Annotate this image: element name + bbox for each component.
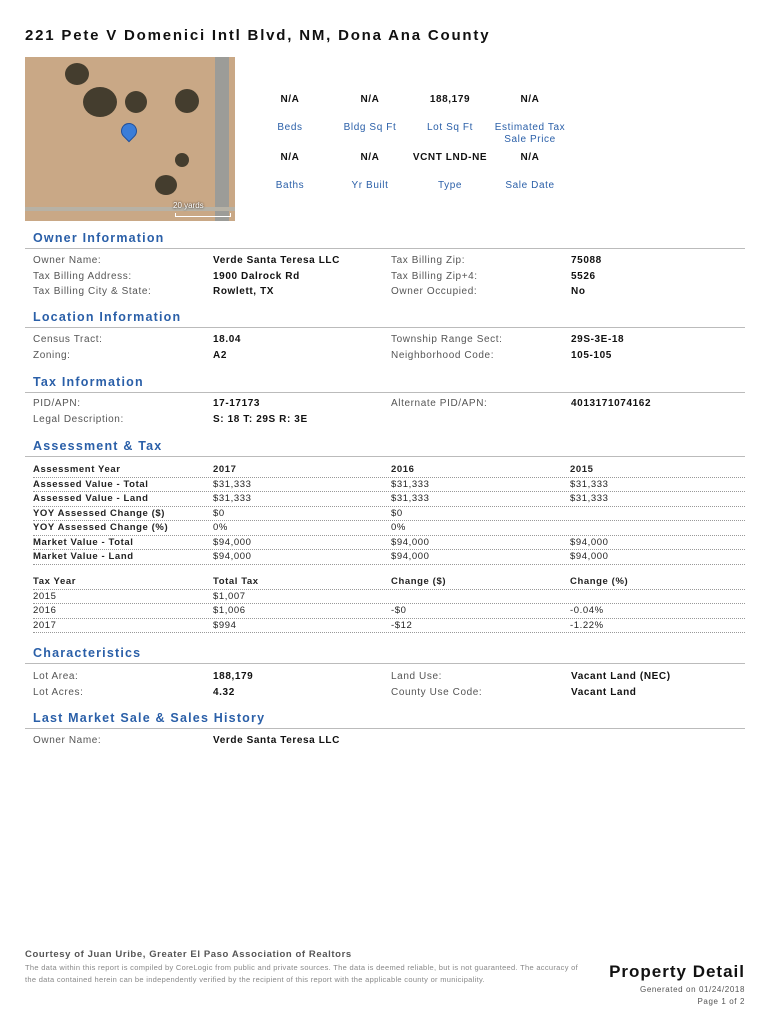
table-cell: 2015	[33, 590, 57, 602]
table-cell: YOY Assessed Change ($)	[33, 507, 166, 519]
table-cell: $994	[213, 619, 237, 631]
assessment-tax-heading: Assessment & Tax	[33, 439, 163, 453]
stat-item	[250, 152, 330, 192]
tree-shape	[83, 87, 117, 117]
field-label: Neighborhood Code:	[391, 349, 495, 361]
field-value: S: 18 T: 29S R: 3E	[213, 413, 308, 425]
stat-label: Type	[437, 180, 463, 191]
location-information-heading: Location Information	[33, 310, 182, 324]
stat-label: Lot Sq Ft	[427, 122, 473, 133]
table-cell: $94,000	[391, 536, 430, 548]
table-cell: $31,333	[570, 478, 609, 490]
stat-item	[410, 94, 490, 134]
field-value: 4.32	[213, 686, 235, 698]
field-value: 75088	[571, 255, 602, 266]
field-label: Census Tract:	[33, 334, 103, 345]
divider	[25, 663, 745, 664]
field-value: A2	[213, 349, 227, 361]
field-value: 29S-3E-18	[571, 334, 625, 345]
table-cell: $0	[391, 507, 403, 519]
page-number: Page 1 of 2	[697, 997, 745, 1006]
divider	[25, 327, 745, 328]
characteristics-heading: Characteristics	[33, 646, 142, 660]
field-label: PID/APN:	[33, 398, 81, 409]
field-label: Tax Billing Zip:	[391, 255, 466, 266]
field-label: Lot Acres:	[33, 686, 84, 698]
field-value: Verde Santa Teresa LLC	[213, 255, 340, 266]
table-row	[33, 575, 745, 590]
table-cell: 2015	[570, 464, 594, 475]
table-cell: Assessed Value - Total	[33, 478, 149, 490]
table-row	[33, 604, 745, 619]
stat-item	[330, 152, 410, 192]
table-cell: 2017	[213, 464, 237, 475]
tree-shape	[175, 89, 199, 113]
stat-value: 188,179	[429, 94, 471, 105]
generated-date: Generated on 01/24/2018	[640, 985, 745, 994]
table-cell: YOY Assessed Change (%)	[33, 522, 169, 533]
stat-label: Beds	[277, 122, 303, 133]
table-cell: $0	[213, 507, 225, 519]
field-label: Land Use:	[391, 671, 442, 682]
table-row	[33, 590, 745, 605]
table-cell: $94,000	[391, 551, 430, 562]
field-value: 18.04	[213, 334, 242, 345]
road	[215, 57, 229, 221]
table-cell: -1.22%	[570, 619, 604, 631]
stat-label: Bldg Sq Ft	[343, 122, 397, 133]
table-cell: $31,333	[213, 478, 252, 490]
divider	[25, 248, 745, 249]
stat-label: Estimated Tax Sale Price	[494, 122, 566, 145]
stat-item	[490, 152, 570, 192]
aerial-map[interactable]	[25, 57, 235, 221]
map-pin-icon[interactable]	[118, 120, 141, 143]
table-cell: $94,000	[213, 536, 252, 548]
field-label: Legal Description:	[33, 413, 124, 425]
table-cell: -$0	[391, 605, 407, 616]
field-value: Vacant Land	[571, 686, 637, 698]
owner-information-heading: Owner Information	[33, 231, 165, 245]
table-cell: $1,006	[213, 605, 246, 616]
field-value: Verde Santa Teresa LLC	[213, 735, 340, 746]
field-value: 105-105	[571, 349, 612, 361]
table-row	[33, 478, 745, 493]
table-cell: Assessed Value - Land	[33, 493, 149, 504]
table-row	[33, 536, 745, 551]
stat-value: VCNT LND-NE	[412, 152, 488, 163]
table-cell: $31,333	[213, 493, 252, 504]
stat-item	[250, 94, 330, 134]
table-cell: Market Value - Total	[33, 536, 134, 548]
stat-label: Sale Date	[505, 180, 555, 191]
stat-item	[410, 152, 490, 192]
stat-value: N/A	[360, 94, 380, 105]
table-row	[33, 619, 745, 634]
stat-value: N/A	[360, 152, 380, 163]
stat-label: Yr Built	[351, 180, 389, 191]
field-label: Alternate PID/APN:	[391, 398, 488, 409]
field-value: 4013171074162	[571, 398, 652, 409]
table-cell: 0%	[213, 522, 228, 533]
table-cell: $31,333	[570, 493, 609, 504]
field-label: Township Range Sect:	[391, 334, 503, 345]
report-meta	[640, 984, 745, 1008]
table-cell: $94,000	[213, 551, 252, 562]
table-cell: $31,333	[391, 493, 430, 504]
table-cell: $94,000	[570, 551, 609, 562]
field-label: Lot Area:	[33, 671, 79, 682]
field-value: 5526	[571, 270, 596, 282]
stat-value: N/A	[280, 94, 300, 105]
report-title: Property Detail	[609, 962, 745, 981]
map-scale-label: 20 yards	[173, 201, 204, 210]
divider	[25, 728, 745, 729]
table-cell: Change (%)	[570, 576, 629, 587]
table-cell: 0%	[391, 522, 406, 533]
field-label: Owner Name:	[33, 735, 102, 746]
table-row	[33, 550, 745, 565]
table-row	[33, 492, 745, 507]
field-value: 1900 Dalrock Rd	[213, 270, 300, 282]
field-value: No	[571, 286, 586, 297]
table-cell: -0.04%	[570, 605, 604, 616]
tax-information-heading: Tax Information	[33, 375, 144, 389]
table-cell: $1,007	[213, 590, 246, 602]
table-cell: Tax Year	[33, 576, 77, 587]
field-label: County Use Code:	[391, 686, 483, 698]
divider	[25, 456, 745, 457]
stat-item	[490, 94, 570, 146]
stat-value: N/A	[520, 94, 540, 105]
map-scale-bar	[175, 213, 231, 217]
field-value: Rowlett, TX	[213, 286, 275, 297]
table-cell: 2017	[33, 619, 57, 631]
table-cell: 2016	[33, 605, 57, 616]
table-cell: 2016	[391, 464, 415, 475]
divider	[25, 392, 745, 393]
table-cell: Assessment Year	[33, 464, 121, 475]
field-label: Zoning:	[33, 349, 71, 361]
tree-shape	[155, 175, 177, 195]
table-row	[33, 507, 745, 522]
stat-item	[330, 94, 410, 134]
page-title: 221 Pete V Domenici Intl Blvd, NM, Dona Ana County	[25, 27, 491, 44]
stat-value: N/A	[280, 152, 300, 163]
table-cell: -$12	[391, 619, 413, 631]
sales-history-heading: Last Market Sale & Sales History	[33, 711, 266, 725]
table-row	[33, 521, 745, 536]
field-value: 17-17173	[213, 398, 261, 409]
table-cell: $94,000	[570, 536, 609, 548]
field-label: Tax Billing City & State:	[33, 286, 152, 297]
tree-shape	[65, 63, 89, 85]
field-label: Owner Occupied:	[391, 286, 478, 297]
table-cell: Total Tax	[213, 576, 259, 587]
field-label: Owner Name:	[33, 255, 102, 266]
disclaimer: The data within this report is compiled by CoreLogic from public and private sources. The data is deemed reliable, but is not guaranteed. The accuracy of the data contained herein can be independently verified by the recipient of this report with the applicable county or municipality.	[25, 963, 578, 984]
field-label: Tax Billing Address:	[33, 270, 132, 282]
courtesy-line: Courtesy of Juan Uribe, Greater El Paso Association of Realtors	[25, 949, 352, 960]
table-cell: $31,333	[391, 478, 430, 490]
field-label: Tax Billing Zip+4:	[391, 270, 478, 282]
field-value: 188,179	[213, 671, 254, 682]
table-row	[33, 463, 745, 478]
stat-value: N/A	[520, 152, 540, 163]
tree-shape	[175, 153, 189, 167]
field-value: Vacant Land (NEC)	[571, 671, 671, 682]
table-cell: Market Value - Land	[33, 551, 134, 562]
tree-shape	[125, 91, 147, 113]
stat-label: Baths	[275, 180, 305, 191]
table-cell: Change ($)	[391, 576, 447, 587]
